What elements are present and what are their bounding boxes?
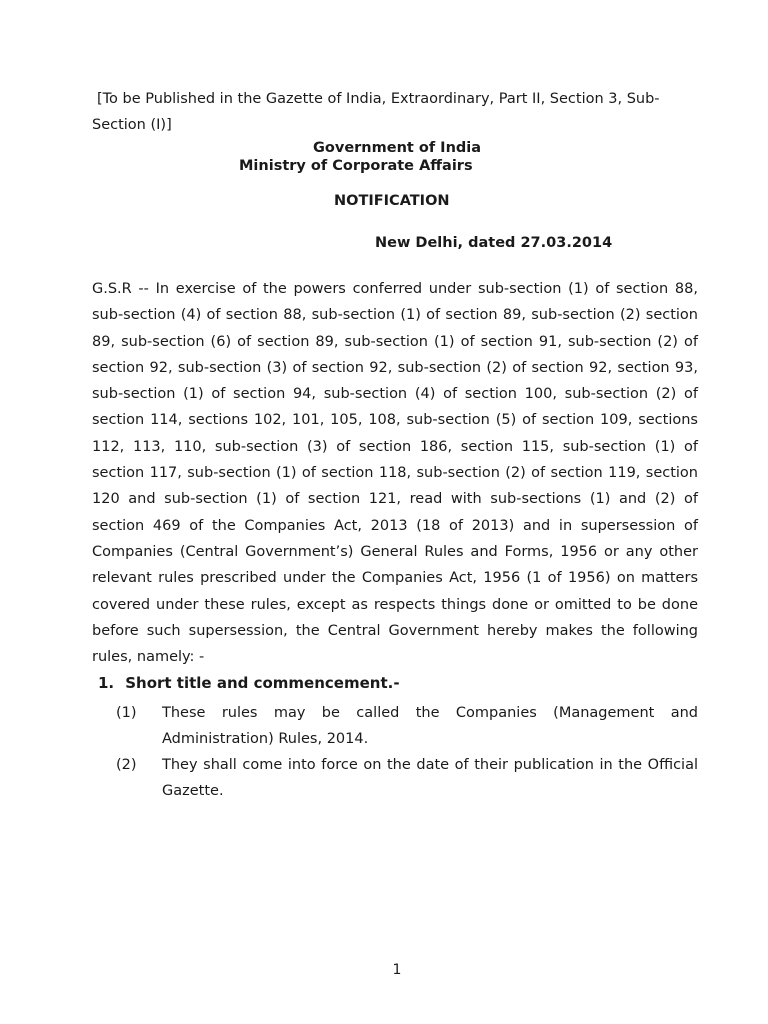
section-1-title — [98, 674, 400, 692]
government-heading: Government of India — [313, 140, 482, 156]
clause-2-number: (2) — [116, 757, 137, 773]
section-1-number: 1. — [98, 674, 115, 692]
clause-1-number: (1) — [116, 705, 137, 721]
preamble-paragraph: G.S.R -- In exercise of the powers conferred under sub-section (1) of section 88, sub-section (4) of section 88, sub-section (1) of section 89, sub-section (2) section 89, sub-section (6) of section 89, sub-section (1) of section 91, sub-section (2) of section 92, sub-section (3) of section 92, sub-section (2) of section 92, section 93, sub-section (1) of section 94, sub-section (4) of section 100, sub-section (2) of section 114, sections 102, 101, 105, 108, sub-section (5) of section 109, sections 112, 113, 110, sub-section (3) of section 186, section 115, sub-section (1) of section 117, sub-section (1) of section 118, sub-section (2) of section 119, section 120 and sub-section (1) of section 121, read with sub-sections (1) and (2) of section 469 of the Companies Act, 2013 (18 of 2013) and in supersession of Companies (Central Government’s) General Rules and Forms, 1956 or any other relevant rules prescribed under the Companies Act, 1956 (1 of 1956) on matters covered under these rules, except as respects things done or omitted to be done before such supersession, the Central Government hereby makes the following rules, namely: - — [92, 281, 698, 666]
clause-2-text: They shall come into force on the date of their publication in the Official Gazette. — [162, 757, 698, 799]
clause-1-text: These rules may be called the Companies (Management and Administration) Rules, 2014. — [162, 705, 698, 747]
ministry-heading: Ministry of Corporate Affairs — [239, 158, 473, 174]
clause-1 — [116, 700, 698, 752]
page-number: 1 — [392, 962, 402, 978]
section-1-title-text: Short title and commencement.- — [125, 674, 400, 692]
place-date: New Delhi, dated 27.03.2014 — [375, 235, 613, 251]
notification-heading: NOTIFICATION — [334, 193, 450, 209]
gazette-publication-note: [To be Published in the Gazette of India, Extraordinary, Part II, Section 3, Sub-Section (I)] — [92, 91, 660, 133]
clause-2 — [116, 752, 698, 804]
